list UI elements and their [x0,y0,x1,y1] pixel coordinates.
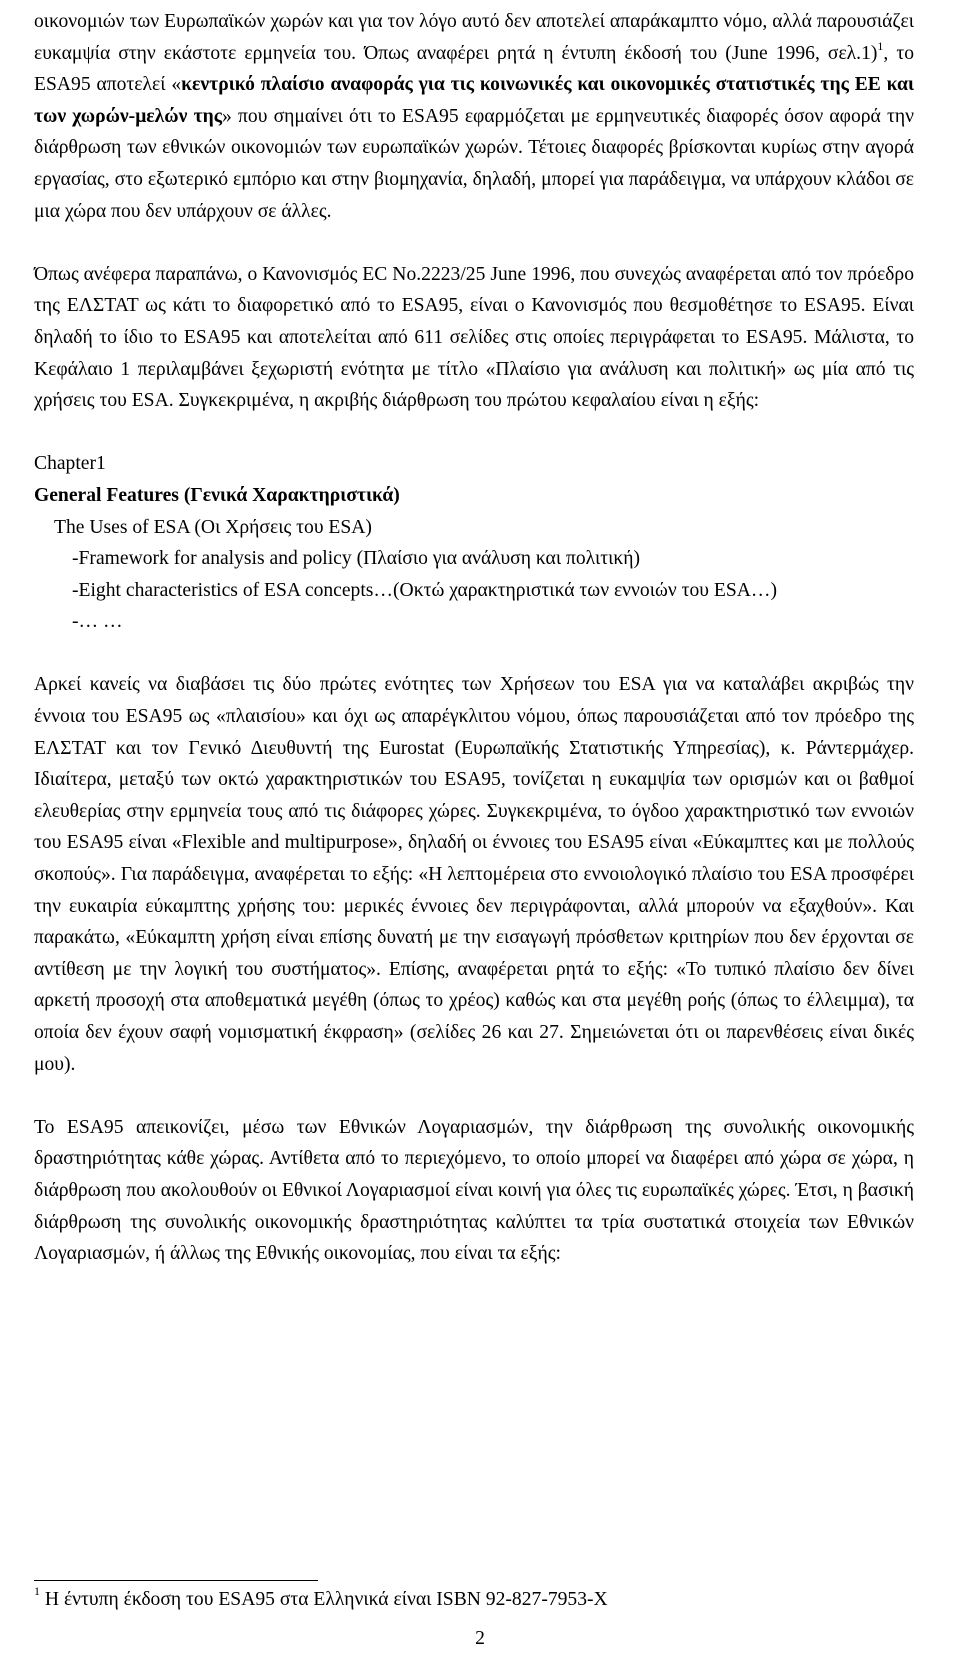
footnote-number: 1 [34,1584,40,1599]
outline-item: -Eight characteristics of ESA concepts…(Οκτώ χαρακτηριστικά των εννοιών του ESA…) [72,579,778,601]
bold-emphasis: κεντρικό πλαίσιο αναφοράς για τις κοινωνικές και οικονομικές στατιστικές της ΕΕ και των χωρών-μελών της [34,74,914,127]
outline-item: -Framework for analysis and policy (Πλαίσιο για ανάλυση και πολιτική) [72,548,641,570]
document-body [34,6,914,1270]
paragraph-text: » που σημαίνει ότι το ESA95 εφαρμόζεται με ερμηνευτικές διαφορές όσον αφορά την διάρθρωση των εθνικών οικονομιών των ευρωπαϊκών χωρών. Τέτοιες διαφορές βρίσκονται κυρίως στην αγορά εργασίας, στο εξωτερικό εμπόριο και στην βιομηχανία, δηλαδή, μπορεί για παράδειγμα, να υπάρχουν κλάδοι σε μια χώρα που δεν υπάρχουν σε άλλες. [34,105,914,222]
paragraph-text: οικονομιών των Ευρωπαϊκών χωρών και για τον λόγο αυτό δεν αποτελεί απαράκαμπτο νόμο, αλλά παρουσιάζει ευκαμψία στην εκάστοτε ερμηνεία του. Όπως αναφέρει ρητά η έντυπη έκδοσή του (June 1996, σελ.1) [34,11,914,64]
paragraph-national-accounts: Το ESA95 απεικονίζει, μέσω των Εθνικών Λογαριασμών, την διάρθρωση της συνολικής οικονομικής δραστηριότητας κάθε χώρας. Αντίθετα από το περιεχόμενο, το οποίο μπορεί να διαφέρει από χώρα σε χώρα, η διάρθρωση που ακολουθούν οι Εθνικοί Λογαριασμοί είναι κοινή για όλες τις ευρωπαϊκές χώρες. Έτσι, η βασική διάρθρωση της συνολικής οικονομικής δραστηριότητας καλύπτει τα τρία συστατικά στοιχεία των Εθνικών Λογαριασμών, ή άλλως της Εθνικής οικονομίας, που είναι τα εξής: [34,1116,914,1265]
paragraph-regulation: Όπως ανέφερα παραπάνω, ο Κανονισμός EC No.2223/25 June 1996, που συνεχώς αναφέρεται από τον πρόεδρο της ΕΛΣΤΑΤ ως κάτι το διαφορετικό από το ESA95, είναι ο Κανονισμός που θεσμοθέτησε το ESA95. Είναι δηλαδή το ίδιο το ESA95 και αποτελείται από 611 σελίδες στις οποίες περιγράφεται το ESA95. Μάλιστα, το Κεφάλαιο 1 περιλαμβάνει ξεχωριστή ενότητα με τίτλο «Πλαίσιο για ανάλυση και πολιτική» ως μία από τις χρήσεις του ESA. Συγκεκριμένα, η ακριβής διάρθρωση του πρώτου κεφαλαίου είναι η εξής: [34,263,914,412]
footnote-separator [34,1580,318,1581]
footnote-text: Η έντυπη έκδοση του ESA95 στα Ελληνικά είναι ISBN 92-827-7953-Χ [40,1589,608,1610]
chapter-outline [34,448,914,638]
outline-item: -… … [72,611,123,633]
paragraph-flexibility: Αρκεί κανείς να διαβάσει τις δύο πρώτες ενότητες των Χρήσεων του ESA για να καταλάβει ακριβώς την έννοια του ESA95 ως «πλαισίου» και όχι ως απαρέγκλιτου νόμου, όπως παρουσιάζεται από τον πρόεδρο της ΕΛΣΤΑΤ και τον Γενικό Διευθυντή της Eurostat (Ευρωπαϊκής Στατιστικής Υπηρεσίας), κ. Ράντερμάχερ. Ιδιαίτερα, μεταξύ των οκτώ χαρακτηριστικών του ESA95, τονίζεται η ευκαμψία των ορισμών και οι βαθμοί ελευθερίας στην ερμηνεία τους από τις διάφορες χώρες. Συγκεκριμένα, το όγδοο χαρακτηριστικό των εννοιών του ESA95 είναι «Flexible and multipurpose», δηλαδή οι έννοιες του ESA95 είναι «Εύκαμπτες και με πολλούς σκοπούς». Για παράδειγμα, αναφέρεται το εξής: «Η λεπτομέρεια στο εννοιολογικό πλαίσιο του ESA προσφέρει την ευκαιρία εύκαμπτης χρήσης του: μερικές έννοιες δεν περιγράφονται, αλλά μπορούν να εξαχθούν». Και παρακάτω, «Εύκαμπτη χρήση είναι επίσης δυνατή με την εισαγωγή πρόσθετων κριτηρίων που δεν έρχονται σε αντίθεση με την λογική του συστήματος». Επίσης, αναφέρεται ρητά το εξής: «Το τυπικό πλαίσιο δεν δίνει αρκετή προσοχή στα αποθεματικά μεγέθη (όπως το χρέος) καθώς και στα μεγέθη ροής (όπως το έλλειμμα), τα οποία δεν έχουν σαφή νομισματική έκφραση» (σελίδες 26 και 27. Σημειώνεται ότι οι παρενθέσεις είναι δικές μου). [34,674,914,1075]
outline-heading-text: General Features (Γενικά Χαρακτηριστικά) [34,484,400,506]
page-number: 2 [475,1628,485,1649]
footnote-reference[interactable]: 1 [877,39,884,54]
outline-chapter: Chapter1 [34,453,106,475]
footnote [34,1584,608,1613]
paragraph-text: , το ESA95 αποτελεί « [34,42,914,96]
outline-heading [34,480,914,512]
paragraph-esa-framework [34,6,914,227]
outline-uses: The Uses of ESA (Οι Χρήσεις του ESA) [54,516,372,538]
